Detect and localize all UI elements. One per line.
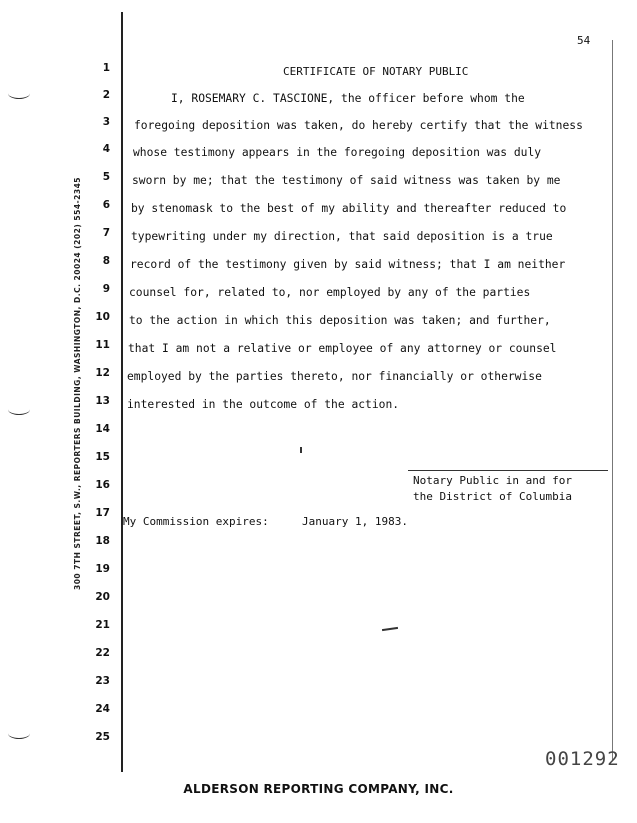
body-line: record of the testimony given by said witness; that I am neither bbox=[130, 258, 566, 271]
punch-hole-mark bbox=[8, 728, 30, 739]
page-number: 54 bbox=[577, 34, 591, 47]
line-number: 3 bbox=[102, 116, 110, 128]
body-line: whose testimony appears in the foregoing deposition was duly bbox=[133, 146, 542, 159]
company-footer: ALDERSON REPORTING COMPANY, INC. bbox=[183, 782, 454, 796]
line-number: 10 bbox=[95, 311, 110, 323]
line-number: 9 bbox=[102, 283, 110, 295]
line-number: 22 bbox=[95, 647, 110, 659]
certificate-title: CERTIFICATE OF NOTARY PUBLIC bbox=[283, 65, 469, 78]
line-number: 7 bbox=[102, 227, 110, 239]
body-line: foregoing deposition was taken, do hereby certify that the witness bbox=[134, 119, 583, 132]
line-number: 24 bbox=[95, 703, 110, 715]
body-line: employed by the parties thereto, nor financially or otherwise bbox=[127, 370, 542, 383]
line-number: 18 bbox=[95, 535, 110, 547]
body-line: interested in the outcome of the action. bbox=[127, 398, 400, 411]
document-number-stamp: 001292 bbox=[545, 748, 620, 770]
left-margin-rule bbox=[121, 12, 123, 772]
body-line: that I am not a relative or employee of any attorney or counsel bbox=[128, 342, 557, 355]
line-number: 6 bbox=[102, 199, 110, 211]
stray-mark bbox=[300, 447, 302, 453]
signature-caption: the District of Columbia bbox=[413, 490, 572, 503]
line-number: 23 bbox=[95, 675, 110, 687]
commission-label: My Commission expires: bbox=[123, 515, 269, 528]
line-number: 11 bbox=[95, 339, 110, 351]
line-number: 1 bbox=[102, 62, 110, 74]
signature-caption: Notary Public in and for bbox=[413, 474, 572, 487]
punch-hole-mark bbox=[8, 88, 30, 99]
line-number: 15 bbox=[95, 451, 110, 463]
body-line: by stenomask to the best of my ability and thereafter reduced to bbox=[131, 202, 567, 215]
reporter-address: 300 7TH STREET, S.W., REPORTERS BUILDING, WASHINGTON, D.C. 20024 (202) 554-2345 bbox=[73, 176, 82, 590]
line-number: 4 bbox=[102, 143, 110, 155]
body-line: typewriting under my direction, that said deposition is a true bbox=[131, 230, 553, 243]
line-number: 8 bbox=[102, 255, 110, 267]
right-margin-rule bbox=[612, 40, 613, 760]
body-line: I, ROSEMARY C. TASCIONE, the officer before whom the bbox=[171, 92, 525, 105]
commission-date: January 1, 1983. bbox=[302, 515, 408, 528]
line-number: 16 bbox=[95, 479, 110, 491]
line-number: 25 bbox=[95, 731, 110, 743]
line-number: 5 bbox=[102, 171, 110, 183]
line-number: 14 bbox=[95, 423, 110, 435]
line-number: 2 bbox=[102, 89, 110, 101]
line-number: 17 bbox=[95, 507, 110, 519]
stray-mark bbox=[382, 627, 398, 631]
body-line: counsel for, related to, nor employed by any of the parties bbox=[129, 286, 531, 299]
punch-hole-mark bbox=[8, 404, 30, 415]
body-line: sworn by me; that the testimony of said witness was taken by me bbox=[132, 174, 561, 187]
signature-line bbox=[408, 470, 608, 471]
line-number: 13 bbox=[95, 395, 110, 407]
body-line: to the action in which this deposition was taken; and further, bbox=[129, 314, 551, 327]
line-number: 19 bbox=[95, 563, 110, 575]
line-number: 12 bbox=[95, 367, 110, 379]
line-number: 20 bbox=[95, 591, 110, 603]
line-number: 21 bbox=[95, 619, 110, 631]
